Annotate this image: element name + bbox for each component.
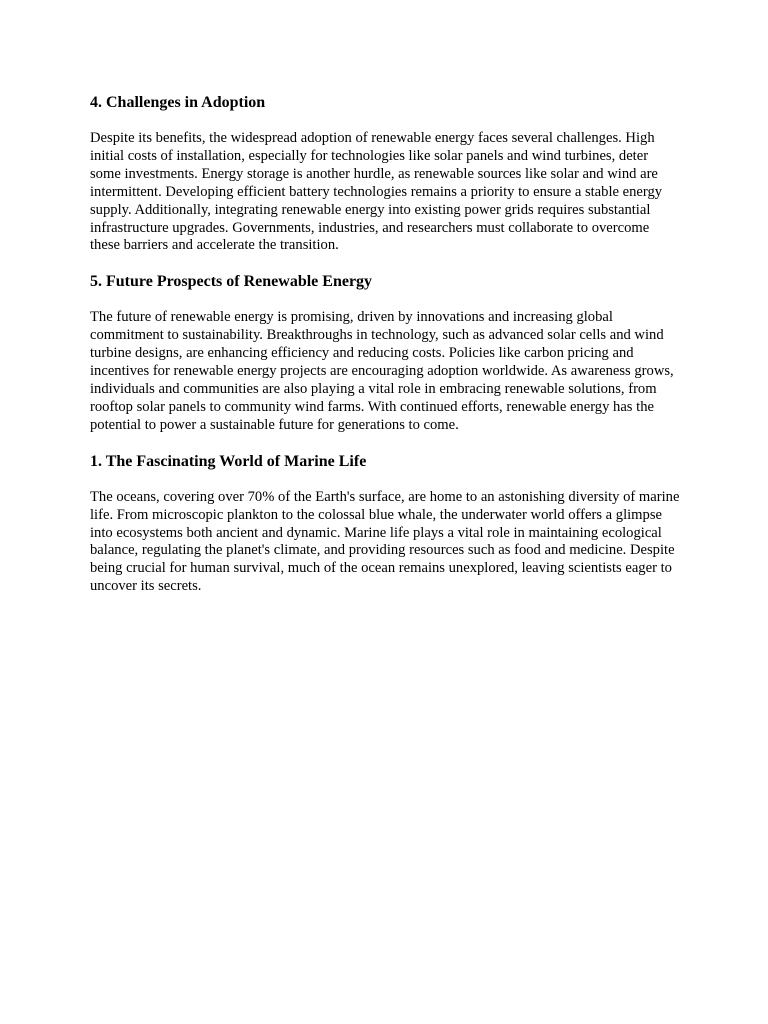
section-future-prospects — [90, 272, 680, 434]
section-paragraph: The oceans, covering over 70% of the Earth's surface, are home to an astonishing diversity of marine life. From microscopic plankton to the colossal blue whale, the underwater world offers a glimpse into ecosystems both ancient and dynamic. Marine life plays a vital role in maintaining ecological balance, regulating the planet's climate, and providing resources such as food and medicine. Despite being crucial for human survival, much of the ocean remains unexplored, leaving scientists eager to uncover its secrets. — [90, 488, 680, 595]
section-marine-life — [90, 452, 680, 596]
section-heading: 1. The Fascinating World of Marine Life — [90, 452, 367, 470]
section-heading: 5. Future Prospects of Renewable Energy — [90, 273, 373, 291]
section-paragraph: Despite its benefits, the widespread adoption of renewable energy faces several challenges. High initial costs of installation, especially for technologies like solar panels and wind turbines, deter some investments. Energy storage is another hurdle, as renewable sources like solar and wind are intermittent. Developing efficient battery technologies remains a priority to ensure a stable energy supply. Additionally, integrating renewable energy into existing power grids requires substantial infrastructure upgrades. Governments, industries, and researchers must collaborate to overcome these barriers and accelerate the transition. — [90, 130, 663, 254]
section-challenges-in-adoption — [90, 93, 680, 255]
section-heading: 4. Challenges in Adoption — [90, 94, 266, 111]
section-paragraph: The future of renewable energy is promising, driven by innovations and increasing global commitment to sustainability. Breakthroughs in technology, such as advanced solar cells and wind turbine designs, are enhancing efficiency and reducing costs. Policies like carbon pricing and incentives for renewable energy projects are encouraging adoption worldwide. As awareness grows, individuals and communities are also playing a vital role in embracing renewable solutions, from rooftop solar panels to community wind farms. With continued efforts, renewable energy has the potential to power a sustainable future for generations to come. — [90, 309, 674, 433]
